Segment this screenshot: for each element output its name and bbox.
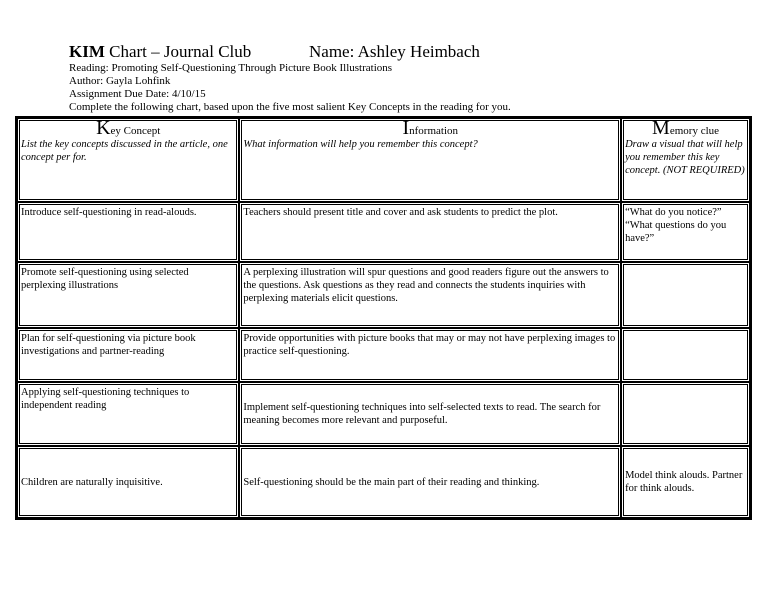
- kim-chart-table: [15, 116, 752, 520]
- student-name: Name: Ashley Heimbach: [309, 42, 480, 61]
- memory-cell: “What do you notice?” “What questions do you have?”: [621, 202, 750, 262]
- title-kim: KIM: [69, 42, 105, 61]
- header-desc: Draw a visual that will help you remember this key concept. (NOT REQUIRED): [625, 139, 745, 176]
- information-cell: Self-questioning should be the main part of their reading and thinking.: [239, 446, 621, 518]
- information-cell: Implement self-questioning techniques into self-selected texts to read. The search for meaning becomes more relevant and purposeful.: [239, 382, 621, 446]
- concept-cell: Applying self-questioning techniques to independent reading: [17, 382, 239, 446]
- table-row: [17, 382, 750, 446]
- instructions-line: Complete the following chart, based upon the five most salient Key Concepts in the reading for you.: [69, 101, 511, 113]
- header-desc: What information will help you remember this concept?: [243, 139, 478, 150]
- concept-cell: Introduce self-questioning in read-alouds.: [17, 202, 239, 262]
- title-rest: Chart – Journal Club: [104, 42, 252, 61]
- concept-cell: Children are naturally inquisitive.: [17, 446, 239, 518]
- information-cell: Teachers should present title and cover and ask students to predict the plot.: [239, 202, 621, 262]
- memory-cell: Model think alouds. Partner for think alouds.: [621, 446, 750, 518]
- document-title: [69, 42, 480, 62]
- information-cell: Provide opportunities with picture books that may or may not have perplexing images to practice self-questioning.: [239, 328, 621, 382]
- concept-cell: Promote self-questioning using selected perplexing illustrations: [17, 262, 239, 328]
- table-row: [17, 202, 750, 262]
- header-key-concept: [17, 118, 239, 202]
- reading-line: Reading: Promoting Self-Questioning Through Picture Book Illustrations: [69, 62, 393, 74]
- memory-cell: [621, 262, 750, 328]
- header-memory-clue: [621, 118, 750, 202]
- table-row: [17, 328, 750, 382]
- table-header-row: [17, 118, 750, 202]
- table-row: [17, 262, 750, 328]
- header-label: emory clue: [669, 125, 720, 137]
- header-initial: I: [402, 117, 410, 139]
- header-information: [239, 118, 621, 202]
- header-initial: K: [96, 117, 111, 139]
- due-date-line: Assignment Due Date: 4/10/15: [69, 88, 206, 100]
- table-row: [17, 446, 750, 518]
- memory-cell: [621, 382, 750, 446]
- author-line: Author: Gayla Lohfink: [69, 75, 171, 87]
- header-label: nformation: [409, 125, 459, 137]
- header-desc: List the key concepts discussed in the article, one concept per for.: [21, 139, 228, 163]
- concept-cell: Plan for self-questioning via picture book investigations and partner-reading: [17, 328, 239, 382]
- header-initial: M: [652, 117, 670, 139]
- information-cell: A perplexing illustration will spur questions and good readers figure out the answers to the questions. Ask questions as they read and connects the students inquiries with perplexing materials elicit questions.: [239, 262, 621, 328]
- header-label: ey Concept: [110, 125, 161, 137]
- memory-cell: [621, 328, 750, 382]
